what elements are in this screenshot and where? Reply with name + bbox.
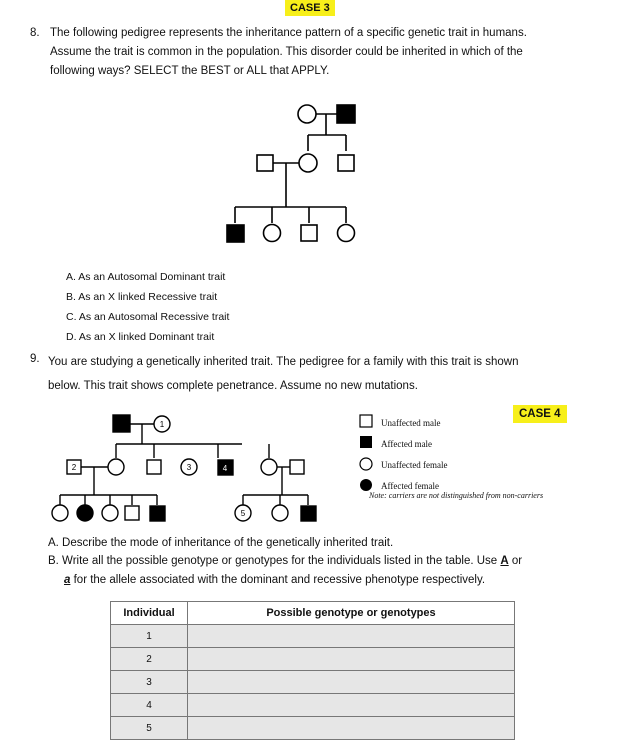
question-8-line1: The following pedigree represents the inheritance pattern of a specific genetic trait in humans. xyxy=(50,27,527,39)
pedigree4-label-4: 4 xyxy=(222,464,228,473)
pedigree3-gen2-male-2 xyxy=(338,155,354,171)
table-cell-individual: 3 xyxy=(111,671,188,694)
option-c[interactable]: C. As an Autosomal Recessive trait xyxy=(66,311,230,323)
genotype-table xyxy=(110,601,515,740)
question-8-line3: following ways? SELECT the BEST or ALL that APPLY. xyxy=(50,65,330,77)
pedigree4-label-1: 1 xyxy=(159,420,165,429)
pedigree4-label-5: 5 xyxy=(240,509,246,518)
pedigree3-gen3-male xyxy=(301,225,317,241)
option-a[interactable]: A. As an Autosomal Dominant trait xyxy=(66,271,226,283)
legend-note: Note: carriers are not distinguished from non-carriers xyxy=(369,491,544,500)
table-cell-genotype-input[interactable] xyxy=(188,694,515,717)
question-9-text xyxy=(48,350,623,398)
question-9-line1: You are studying a genetically inherited trait. The pedigree for a family with this trait is shown xyxy=(48,356,519,368)
legend-unaffected-male: Unaffected male xyxy=(381,418,441,428)
table-cell-genotype-input[interactable] xyxy=(188,648,515,671)
pedigree3-gen2-female xyxy=(299,154,317,172)
pedigree4-gen3-affected-male xyxy=(150,506,165,521)
case3-badge: CASE 3 xyxy=(285,0,335,16)
pedigree4-gen2-female-2 xyxy=(261,459,277,475)
pedigree4-gen1-affected-male xyxy=(113,415,130,432)
part-b-mid: or xyxy=(508,555,523,567)
pedigree4-label-2: 2 xyxy=(71,463,77,472)
case4-badge: CASE 4 xyxy=(513,405,567,423)
pedigree4-gen3-female xyxy=(52,505,68,521)
pedigree4-gen3-female-3 xyxy=(272,505,288,521)
legend-affected-female-icon xyxy=(360,479,372,491)
part-b-line1: B. Write all the possible genotype or genotypes for the individuals listed in the table. Use xyxy=(48,555,501,567)
legend-affected-female: Affected female xyxy=(381,481,440,491)
allele-recessive: a xyxy=(64,574,71,586)
pedigree3-gen3-affected-male xyxy=(227,225,244,242)
pedigree4-gen2-female xyxy=(108,459,124,475)
table-header-individual: Individual xyxy=(111,602,188,625)
question-8-number: 8. xyxy=(30,27,40,39)
table-cell-individual: 4 xyxy=(111,694,188,717)
part-b-line2: for the allele associated with the dominant and recessive phenotype respectively. xyxy=(70,574,486,586)
table-cell-genotype-input[interactable] xyxy=(188,671,515,694)
table-cell-individual: 5 xyxy=(111,717,188,740)
table-row xyxy=(111,694,515,717)
pedigree4-gen3-affected-male-2 xyxy=(301,506,316,521)
pedigree3-gen2-male xyxy=(257,155,273,171)
pedigree3-gen1-affected-male xyxy=(337,105,355,123)
part-a-text: A. Describe the mode of inheritance of the genetically inherited trait. xyxy=(48,537,394,549)
question-9-number: 9. xyxy=(30,353,40,365)
table-row xyxy=(111,671,515,694)
pedigree4-label-3: 3 xyxy=(186,463,192,472)
question-8-line2: Assume the trait is common in the population. This disorder could be inherited in which of the xyxy=(50,46,523,58)
option-d[interactable]: D. As an X linked Dominant trait xyxy=(66,331,215,343)
table-row xyxy=(111,648,515,671)
pedigree4-gen2-male xyxy=(147,460,161,474)
table-row xyxy=(111,625,515,648)
table-cell-individual: 1 xyxy=(111,625,188,648)
pedigree-case4 xyxy=(50,410,340,525)
legend-unaffected-female: Unaffected female xyxy=(381,460,448,470)
table-header-row xyxy=(111,602,515,625)
pedigree4-gen3-affected-female xyxy=(77,505,93,521)
table-cell-genotype-input[interactable] xyxy=(188,717,515,740)
legend-affected-male-icon xyxy=(360,436,372,448)
pedigree4-gen3-female-2 xyxy=(102,505,118,521)
table-cell-genotype-input[interactable] xyxy=(188,625,515,648)
legend-unaffected-male-icon xyxy=(360,415,372,427)
option-b[interactable]: B. As an X linked Recessive trait xyxy=(66,291,218,303)
table-cell-individual: 2 xyxy=(111,648,188,671)
pedigree-case3 xyxy=(200,95,380,250)
pedigree3-gen3-female xyxy=(264,225,281,242)
legend-affected-male: Affected male xyxy=(381,439,433,449)
allele-dominant: A xyxy=(500,555,509,567)
question-8-text xyxy=(50,24,620,81)
table-header-genotypes: Possible genotype or genotypes xyxy=(188,602,515,625)
legend-symbols xyxy=(358,413,376,495)
table-row xyxy=(111,717,515,740)
part-b-text xyxy=(48,552,623,590)
pedigree4-gen2-male-3 xyxy=(290,460,304,474)
pedigree4-gen3-male xyxy=(125,506,139,520)
legend-unaffected-female-icon xyxy=(360,458,372,470)
question-9-line2: below. This trait shows complete penetrance. Assume no new mutations. xyxy=(48,380,418,392)
pedigree3-gen1-female xyxy=(298,105,316,123)
pedigree3-gen3-female-2 xyxy=(338,225,355,242)
